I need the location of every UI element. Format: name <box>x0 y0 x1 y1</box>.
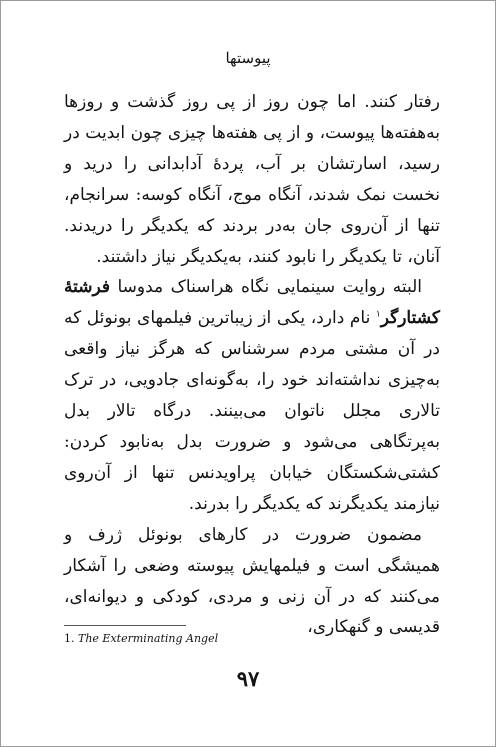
footnote-number: 1. <box>64 632 75 645</box>
footnote-divider <box>64 625 186 626</box>
page-number: ۹۷ <box>236 666 260 691</box>
paragraph-2-rest: نام دارد، یکی از زیباترین فیلمهای بونوئل که در آن مشتی مردم سرشناس که هرگز نیاز واقعی به‌چیزی نداشته‌اند خود را، به‌گونه‌ای جادویی، در ترک تالاری مجلل ناتوان می‌بینند. درگاه تالار بدل به‌پرتگاهی می‌شود و ضرورت بدل به‌نابود کردن: کشتی‌شکستگان خیابان پراویدنس تنها از آن‌روی نیازمند یکدیگرند که یکدیگر را بدرند. <box>64 308 440 514</box>
paragraph-2 <box>64 272 440 519</box>
running-head: پیوستها <box>225 49 271 67</box>
footnote-reference: ۱ <box>375 309 381 320</box>
film-title: فرشتهٔ کشتارگر <box>64 277 440 329</box>
body-text <box>64 87 440 643</box>
footnote <box>64 632 218 645</box>
footnote-title: The Exterminating Angel <box>78 632 219 645</box>
paragraph-2-lead: البته روایت سینمایی نگاه هراسناک مدوسا <box>110 277 422 298</box>
paragraph-3: مضمون ضرورت در کارهای بونوئل ژرف و همیشگی است و فیلمهایش پیوسته وضعی را آشکار می‌کنند که در آن زنی و مردی، کودکی و دیوانه‌ای، قدیسی و گنهکاری، <box>64 524 440 638</box>
paragraph-1: رفتار کنند. اما چون روز از پی روز گذشت و روزها به‌هفته‌ها پیوست، و از پی هفته‌ها چیزی چون ابدیت در رسید، اسارتشان بر آب، پردهٔ آدابدانی را درید و نخست نمک شدند، آنگاه موج، آنگاه کوسه: سرانجام، تنها از آن‌روی جان به‌در بردند که یکدیگر را دریدند. آنان، تا یکدیگر را نابود کنند، به‌یکدیگر نیاز داشتند. <box>64 92 440 267</box>
